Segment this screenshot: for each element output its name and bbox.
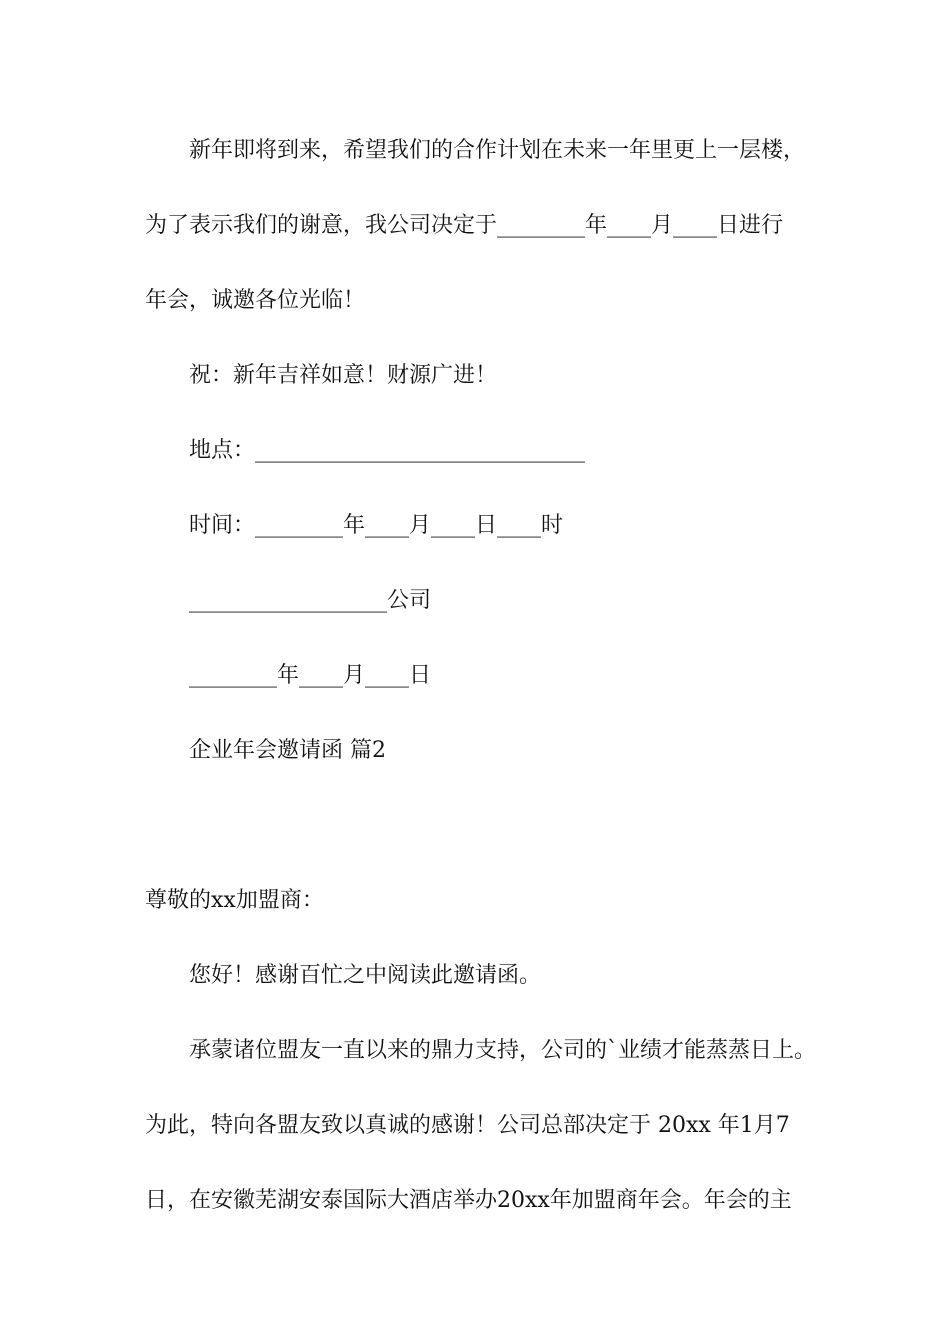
paragraph-line: 为此，特向各盟友致以真诚的感谢！公司总部决定于 20xx 年1月7: [145, 1113, 790, 1138]
date-line: ________年____月____日: [189, 663, 432, 688]
time-line: 时间：________年____月____日____时: [189, 513, 564, 538]
company-signature-line: __________________公司: [189, 588, 432, 613]
paragraph-line: 为了表示我们的谢意，我公司决定于________年____月____日进行: [145, 213, 784, 238]
paragraph-line: 您好！感谢百忙之中阅读此邀请函。: [189, 963, 542, 988]
paragraph-line: 新年即将到来，希望我们的合作计划在未来一年里更上一层楼，: [189, 138, 806, 163]
salutation-line: 尊敬的xx加盟商：: [145, 888, 324, 913]
paragraph-line: 年会，诚邀各位光临！: [145, 288, 366, 313]
location-line: 地点：______________________________: [189, 438, 586, 463]
greeting-line: 祝：新年吉祥如意！财源广进！: [189, 363, 498, 388]
section-title: 企业年会邀请函 篇2: [189, 738, 386, 763]
paragraph-line: 承蒙诸位盟友一直以来的鼎力支持，公司的`业绩才能蒸蒸日上。: [189, 1038, 817, 1063]
paragraph-line: 日，在安徽芜湖安泰国际大酒店举办20xx年加盟商年会。年会的主: [145, 1188, 792, 1213]
